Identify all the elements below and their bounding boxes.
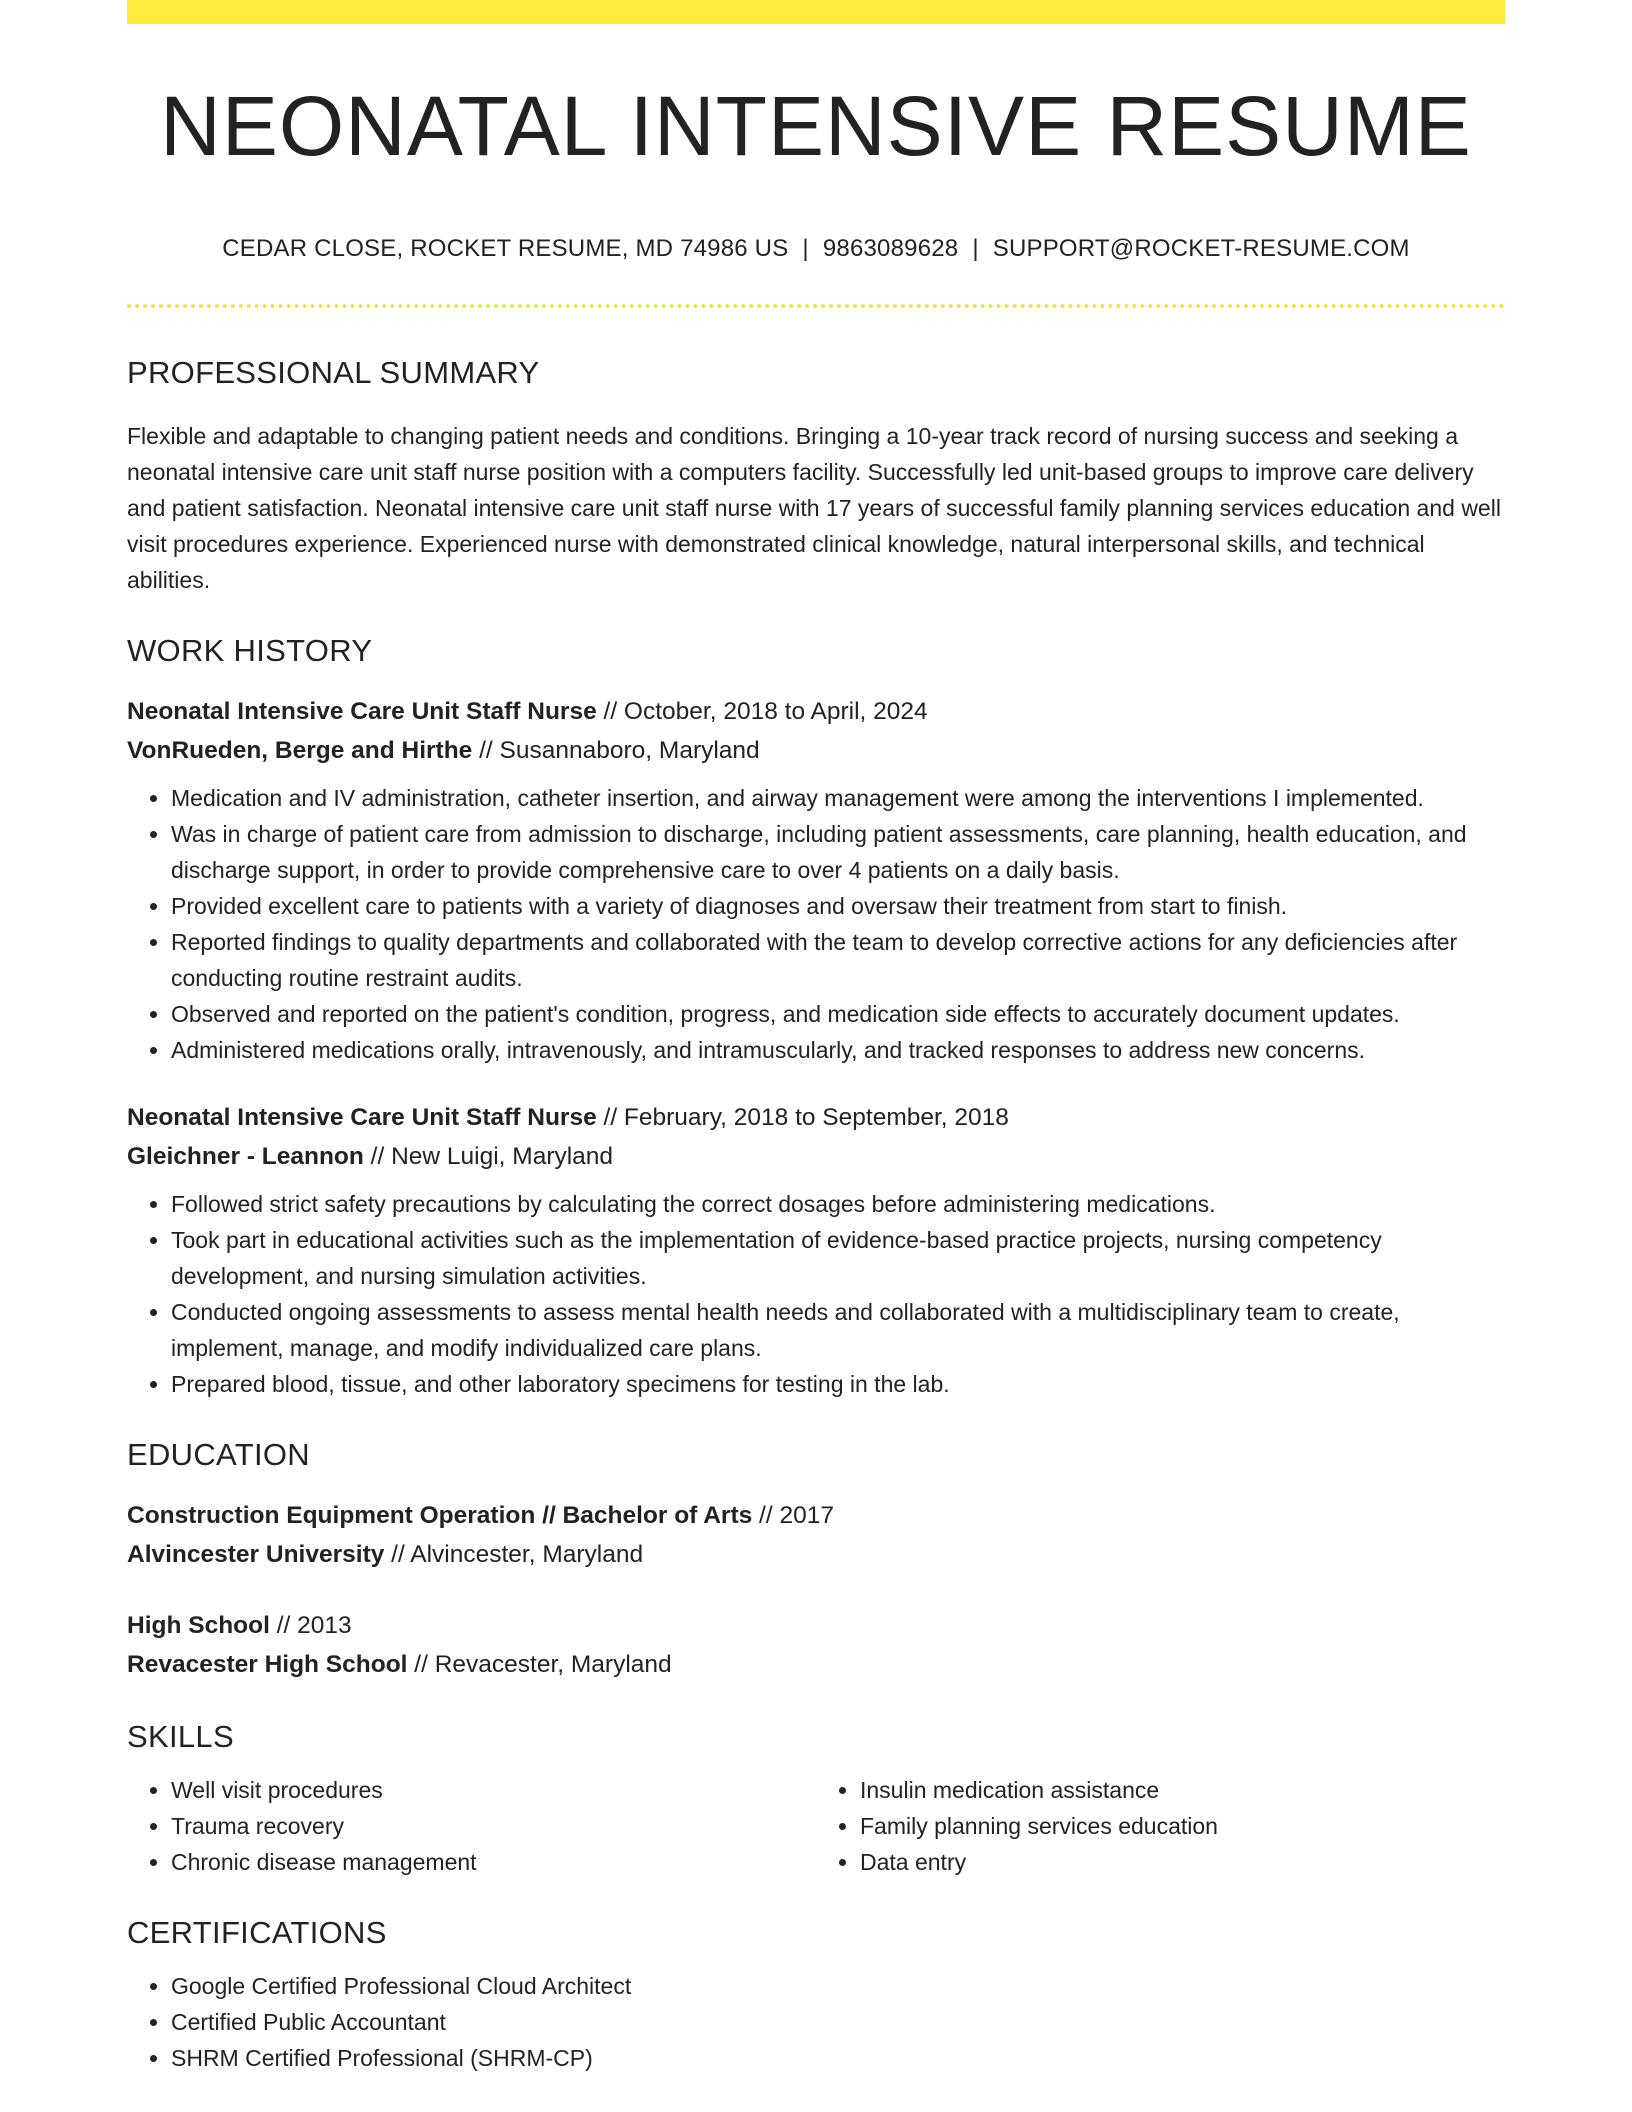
school-name: Revacester High School [127,1651,408,1679]
dotted-divider [127,304,1505,308]
certifications-list [127,1968,1505,2076]
skill-item: • Insulin medication assistance [860,1772,1505,1808]
job-bullet: • Took part in educational activities such as the implementation of evidence-based practice projects, nursing competency development, and nursing simulation activities. [171,1222,1505,1294]
job-bullet: • Was in charge of patient care from admission to discharge, including patient assessments, care planning, health education, and discharge support, in order to provide comprehensive care to over 4 patients on a daily basis. [171,816,1505,888]
resume-title: NEONATAL INTENSIVE RESUME [160,79,1472,173]
education-heading: EDUCATION [127,1436,310,1472]
degree-year: // 2017 [752,1502,834,1530]
employer-line [127,731,1505,770]
employer-name: VonRueden, Berge and Hirthe [127,736,473,764]
summary-heading: PROFESSIONAL SUMMARY [127,354,540,390]
certification-item: • Google Certified Professional Cloud Architect [171,1968,1505,2004]
school-line [127,1535,1505,1574]
degree: Construction Equipment Operation // Bachelor of Arts [127,1502,753,1530]
job-bullets [127,780,1505,1068]
job-bullet: • Conducted ongoing assessments to assess mental health needs and collaborated with a multidisciplinary team to create, implement, manage, and modify individualized care plans. [171,1294,1505,1366]
job-bullet: • Medication and IV administration, catheter insertion, and airway management were among the interventions I implemented. [171,780,1505,816]
job-bullet: • Administered medications orally, intravenously, and intramuscularly, and tracked responses to address new concerns. [171,1032,1505,1068]
address: CEDAR CLOSE, ROCKET RESUME, MD 74986 US [222,235,789,262]
skills-columns [127,1772,1505,1880]
job-bullet: • Prepared blood, tissue, and other laboratory specimens for testing in the lab. [171,1366,1505,1402]
skill-item: • Family planning services education [860,1808,1505,1844]
certification-item: • SHRM Certified Professional (SHRM-CP) [171,2040,1505,2076]
accent-bar [127,0,1505,24]
job-entry [127,692,1505,1068]
degree: High School [127,1612,270,1640]
skills-right-list [816,1772,1505,1880]
summary-text: Flexible and adaptable to changing patient needs and conditions. Bringing a 10-year track record of nursing success and seeking a neonatal intensive care unit staff nurse position with a computers facility. Successfully led unit-based groups to improve care delivery and patient satisfaction. Neonatal intensive care unit staff nurse with 17 years of successful family planning services education and well visit procedures experience. Experienced nurse with demonstrated clinical knowledge, natural interpersonal skills, and technical abilities. [127,422,1501,593]
certification-item: • Certified Public Accountant [171,2004,1505,2040]
skill-item: • Well visit procedures [171,1772,816,1808]
employer-location: // New Luigi, Maryland [363,1142,614,1170]
employer-location: // Susannaboro, Maryland [472,736,760,764]
email: SUPPORT@ROCKET-RESUME.COM [992,235,1410,262]
skill-item: • Data entry [860,1844,1505,1880]
education-entry [127,1496,1505,1574]
job-title-line [127,692,1505,731]
degree-year: // 2013 [269,1612,352,1640]
job-bullets [127,1186,1505,1402]
job-dates: // October, 2018 to April, 2024 [596,697,928,725]
skills-heading: SKILLS [127,1719,234,1755]
separator: | [802,235,809,262]
job-title-line [127,1098,1505,1137]
job-bullet: • Reported findings to quality departments and collaborated with the team to develop corrective actions for any deficiencies after conducting routine restraint audits. [171,924,1505,996]
degree-line [127,1496,1505,1535]
school-location: // Alvincester, Maryland [384,1541,644,1569]
employer-line [127,1137,1505,1176]
employer-name: Gleichner - Leannon [127,1142,364,1170]
skill-item: • Chronic disease management [171,1844,816,1880]
job-role: Neonatal Intensive Care Unit Staff Nurse [127,697,597,725]
contact-line [127,235,1505,264]
job-role: Neonatal Intensive Care Unit Staff Nurse [127,1103,597,1131]
work-history-heading: WORK HISTORY [127,632,373,668]
education-entry [127,1606,1505,1684]
job-entry [127,1098,1505,1402]
job-dates: // February, 2018 to September, 2018 [596,1103,1009,1131]
skill-item: • Trauma recovery [171,1808,816,1844]
certifications-heading: CERTIFICATIONS [127,1915,387,1951]
school-name: Alvincester University [127,1541,385,1569]
resume-page [127,0,1505,2076]
job-bullet: • Followed strict safety precautions by calculating the correct dosages before administering medications. [171,1186,1505,1222]
job-bullet: • Observed and reported on the patient's condition, progress, and medication side effects to accurately document updates. [171,996,1505,1032]
job-bullet: • Provided excellent care to patients with a variety of diagnoses and oversaw their treatment from start to finish. [171,888,1505,924]
separator: | [972,235,979,262]
school-location: // Revacester, Maryland [407,1651,672,1679]
phone: 9863089628 [822,235,959,262]
school-line [127,1645,1505,1684]
degree-line [127,1606,1505,1645]
skills-left-list [127,1772,816,1880]
